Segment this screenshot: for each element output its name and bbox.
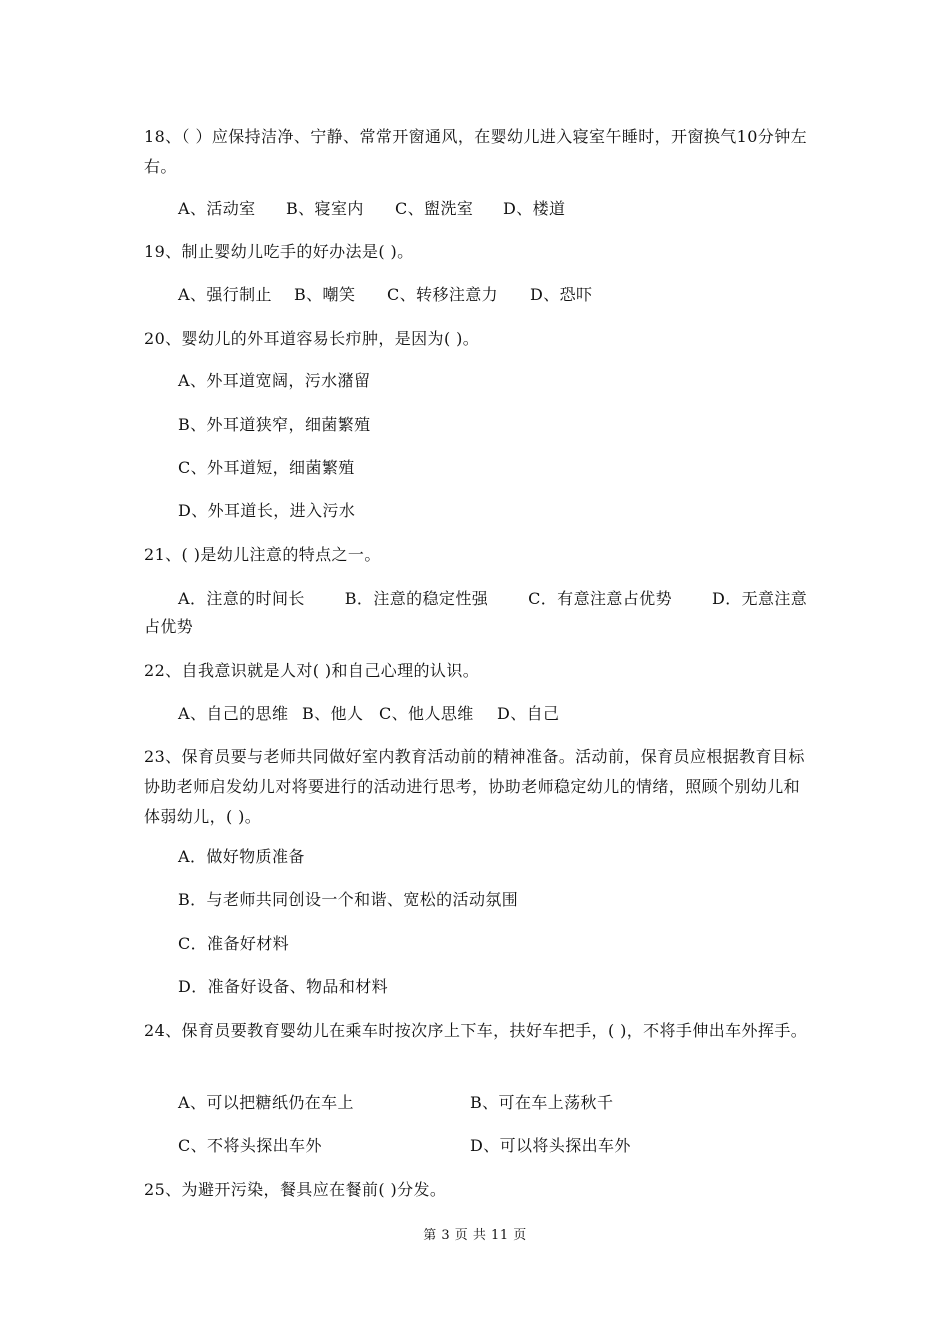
q22-option-c: C、他人思维: [379, 704, 474, 723]
q19-option-c: C、转移注意力: [387, 285, 499, 304]
q21-option-b: B．注意的稳定性强: [344, 589, 489, 608]
q21-options: [144, 585, 814, 641]
q24-option-c: C、不将头探出车外: [178, 1136, 322, 1155]
q21-option-a: A．注意的时间长: [178, 589, 305, 608]
q24-option-d: D、可以将头探出车外: [470, 1136, 631, 1155]
question-24: 24、保育员要教育婴幼儿在乘车时按次序上下车，扶好车把手，( )，不将手伸出车外挥手。: [144, 1021, 808, 1040]
q23-option-b: B．与老师共同创设一个和谐、宽松的活动氛围: [178, 890, 519, 909]
q20-option-d: D、外耳道长，进入污水: [178, 501, 356, 520]
q24-option-a: A、可以把糖纸仍在车上: [178, 1093, 354, 1112]
question-18: 18、（ ）应保持洁净、宁静、常常开窗通风，在婴幼儿进入寝室午睡时，开窗换气10分钟左右。: [144, 127, 808, 176]
q18-option-a: A、活动室: [178, 199, 256, 218]
q22-option-b: B、他人: [302, 704, 364, 723]
question-23: 23、保育员要与老师共同做好室内教育活动前的精神准备。活动前，保育员应根据教育目标协助老师启发幼儿对将要进行的活动进行思考，协助老师稳定幼儿的情绪，照顾个别幼儿和体弱幼儿，( )。: [144, 747, 805, 826]
q19-option-a: A、强行制止: [178, 285, 272, 304]
question-20: 20、婴幼儿的外耳道容易长疖肿，是因为( )。: [144, 329, 480, 348]
q18-option-b: B、寝室内: [286, 199, 364, 218]
question-19: 19、制止婴幼儿吃手的好办法是( )。: [144, 242, 414, 261]
q22-option-d: D、自己: [497, 704, 560, 723]
q22-option-a: A、自己的思维: [178, 704, 289, 723]
question-25: 25、为避开污染，餐具应在餐前( )分发。: [144, 1180, 447, 1199]
q20-option-c: C、外耳道短，细菌繁殖: [178, 458, 355, 477]
q23-option-c: C．准备好材料: [178, 934, 290, 953]
q19-option-b: B、嘲笑: [294, 285, 356, 304]
question-22: 22、自我意识就是人对( )和自己心理的认识。: [144, 661, 480, 680]
q23-option-a: A．做好物质准备: [178, 847, 305, 866]
question-21: 21、( )是幼儿注意的特点之一。: [144, 545, 381, 564]
q18-option-d: D、楼道: [503, 199, 566, 218]
q18-option-c: C、盥洗室: [395, 199, 474, 218]
page-number-footer: 第 3 页 共 11 页: [423, 1228, 527, 1243]
q19-option-d: D、恐吓: [530, 285, 593, 304]
q24-option-b: B、可在车上荡秋千: [470, 1093, 614, 1112]
q21-option-d: D．无意注意占优势: [144, 589, 808, 636]
q21-option-c: C．有意注意占优势: [528, 589, 672, 608]
q20-option-a: A、外耳道宽阔，污水潴留: [178, 371, 371, 390]
q23-option-d: D．准备好设备、物品和材料: [178, 977, 389, 996]
q20-option-b: B、外耳道狭窄，细菌繁殖: [178, 415, 371, 434]
